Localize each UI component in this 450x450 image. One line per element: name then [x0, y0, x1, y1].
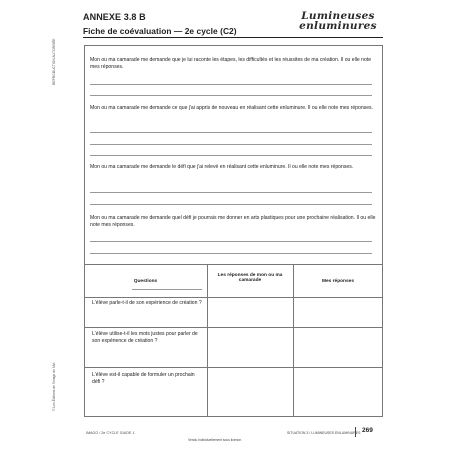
table-row-question-3: L'élève est-il capable de formuler un prochain défi ? — [92, 372, 195, 386]
header-row-divider — [84, 297, 383, 298]
column-divider — [207, 264, 208, 417]
footer-divider — [355, 427, 356, 437]
copyright-notice: © Les Éditions de l'Image de l'Art — [52, 362, 56, 411]
answer-line[interactable] — [90, 204, 372, 205]
column-header-mes-reponses: Mes réponses — [322, 279, 354, 284]
answer-line[interactable] — [90, 132, 372, 133]
answer-line[interactable] — [90, 253, 372, 254]
row-divider — [84, 327, 383, 328]
header-underline — [132, 289, 202, 290]
column-header-camarade: Les réponses de mon ou ma camarade — [217, 273, 283, 283]
annex-label: ANNEXE 3.8 B — [83, 12, 146, 22]
brand-logo — [283, 11, 393, 31]
answer-line[interactable] — [90, 95, 372, 96]
prompt-4: Mon ou ma camarade me demande quel défi je pourrais me donner en arts plastiques pour une prochaine réalisation. Il ou elle note mes réponses. — [90, 215, 376, 229]
brand-line-1: Lumineuses — [301, 10, 375, 22]
page-number: 269 — [362, 427, 373, 434]
row-divider — [84, 367, 383, 368]
table-row-question-1: L'élève parle-t-il de son expérience de création ? — [92, 300, 202, 306]
prompt-2: Mon ou ma camarade me demande ce que j'ai appris de nouveau en réalisant cette enluminure. Il ou elle note mes réponses. — [90, 105, 373, 111]
brand-line-2: enluminures — [299, 20, 377, 32]
header-divider — [83, 37, 383, 38]
prompt-1: Mon ou ma camarade me demande que je lui raconte les étapes, les difficultés et les réussites de ma création. Il ou elle note mes réponses. — [90, 57, 372, 71]
answer-line[interactable] — [90, 84, 372, 85]
sheet-title: Fiche de coévaluation — 2e cycle (C2) — [83, 26, 237, 36]
license-notice: Vendu individuellement sous licence. — [188, 438, 242, 442]
column-header-questions: Questions — [133, 279, 158, 284]
prompt-3: Mon ou ma camarade me demande le défi que j'ai relevé en réalisant cette enluminure. Il ou elle note mes réponses. — [90, 164, 354, 170]
table-row-question-2: L'élève utilise-t-il les mots justes pour parler de son expérience de création ? — [92, 331, 198, 345]
reproduction-notice: REPRODUCTION AUTORISÉE — [52, 38, 56, 85]
answer-line[interactable] — [90, 241, 372, 242]
column-divider — [293, 264, 294, 417]
footer-series: IMAGO / 2e CYCLE GUIDE 1 — [86, 431, 135, 435]
answer-line[interactable] — [90, 155, 372, 156]
answer-line[interactable] — [90, 192, 372, 193]
answer-line[interactable] — [90, 144, 372, 145]
footer-situation: SITUATION 3 / LUMINEUSES ENLUMINURES — [287, 431, 361, 435]
